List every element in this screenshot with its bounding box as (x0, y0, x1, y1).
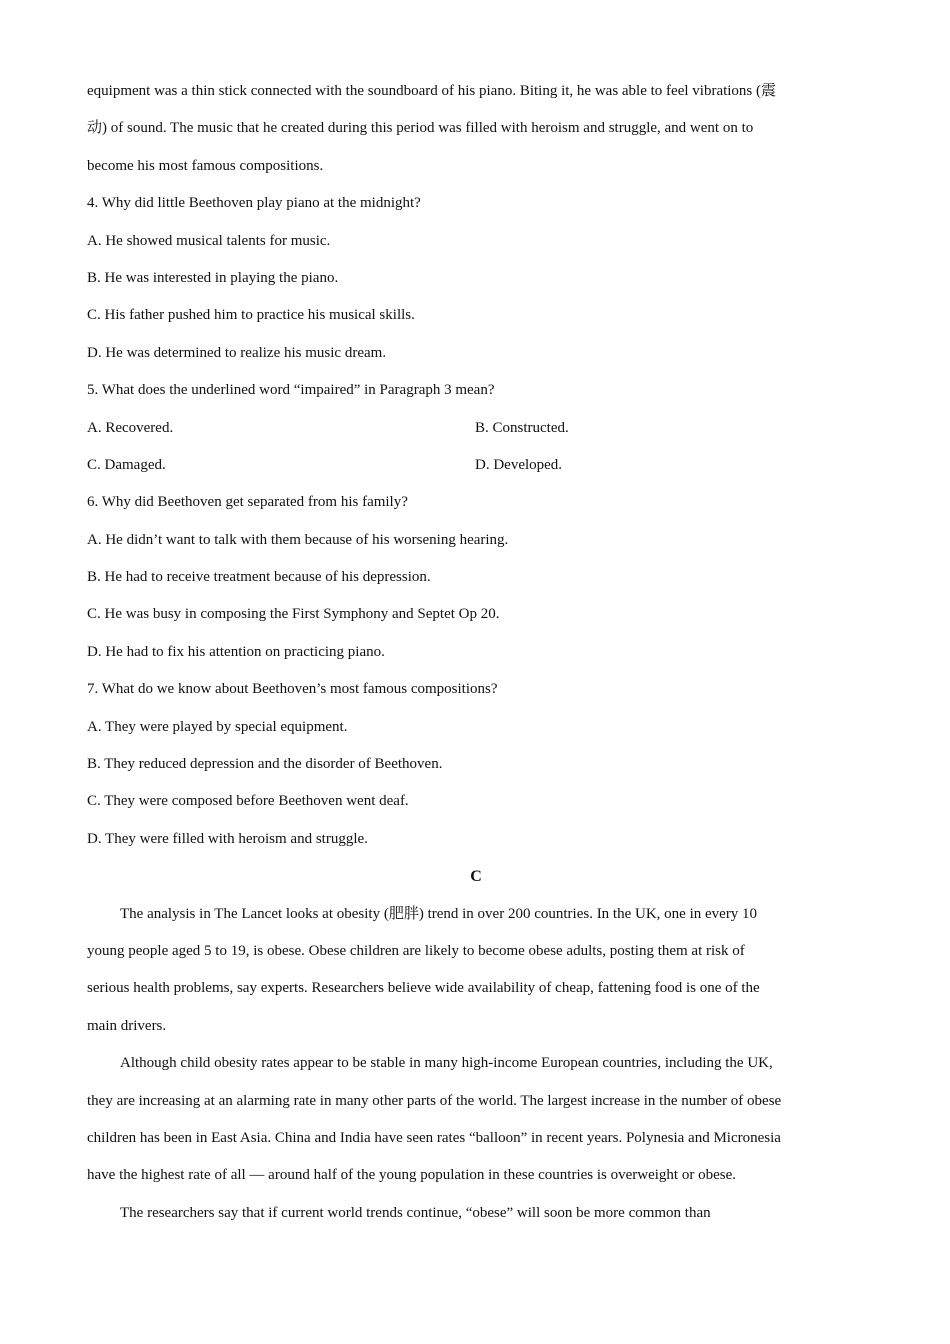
option-d: D. Developed. (475, 456, 563, 473)
question-5 (87, 372, 865, 484)
option-d: D. He had to fix his attention on practicing piano. (87, 643, 385, 660)
question-4 (87, 185, 865, 372)
text-line: main drivers. (87, 1017, 167, 1034)
text-line: become his most famous compositions. (87, 157, 324, 174)
question-6 (87, 484, 865, 671)
question-stem: 4. Why did little Beethoven play piano at the midnight? (87, 195, 421, 212)
question-stem: 7. What do we know about Beethoven’s most famous compositions? (87, 681, 498, 698)
text-line: they are increasing at an alarming rate in many other parts of the world. The largest increase in the number of obese (87, 1092, 782, 1109)
document-body (87, 73, 865, 1232)
option-a: A. He didn’t want to talk with them because of his worsening hearing. (87, 531, 509, 548)
option-c: C. Damaged. (87, 456, 166, 473)
text-line: serious health problems, say experts. Researchers believe wide availability of cheap, fattening food is one of the (87, 980, 760, 997)
text-line: The researchers say that if current world trends continue, “obese” will soon be more common than (120, 1204, 711, 1221)
text-line: young people aged 5 to 19, is obese. Obese children are likely to become obese adults, posting them at risk of (87, 942, 745, 959)
option-row (87, 447, 865, 484)
option-a: A. They were played by special equipment. (87, 718, 348, 735)
section-c-heading: C (470, 868, 482, 886)
option-c: C. His father pushed him to practice his musical skills. (87, 307, 415, 324)
text-line: 动) of sound. The music that he created during this period was filled with heroism and struggle, and went on to (87, 120, 754, 137)
option-a: A. He showed musical talents for music. (87, 232, 331, 249)
option-d: D. They were filled with heroism and struggle. (87, 830, 368, 847)
text-line: have the highest rate of all — around half of the young population in these countries is overweight or obese. (87, 1167, 736, 1184)
option-c: C. They were composed before Beethoven went deaf. (87, 793, 409, 810)
option-c: C. He was busy in composing the First Symphony and Septet Op 20. (87, 606, 500, 623)
passage-c-paragraph-3 (87, 1195, 865, 1232)
text-line: The analysis in The Lancet looks at obesity (肥胖) trend in over 200 countries. In the UK, one in every 10 (120, 905, 758, 922)
passage-c-paragraph-1 (87, 896, 865, 1046)
question-stem: 6. Why did Beethoven get separated from his family? (87, 494, 408, 511)
option-d: D. He was determined to realize his music dream. (87, 344, 387, 361)
option-a: A. Recovered. (87, 419, 174, 436)
option-b: B. He was interested in playing the piano. (87, 269, 339, 286)
passage-b-ending (87, 73, 865, 185)
option-b: B. They reduced depression and the disorder of Beethoven. (87, 756, 443, 773)
option-row (87, 410, 865, 447)
text-line: equipment was a thin stick connected with the soundboard of his piano. Biting it, he was able to feel vibrations (震 (87, 83, 777, 99)
question-stem: 5. What does the underlined word “impaired” in Paragraph 3 mean? (87, 382, 495, 399)
text-line: children has been in East Asia. China and India have seen rates “balloon” in recent years. Polynesia and Micronesia (87, 1129, 781, 1146)
option-b: B. Constructed. (475, 419, 569, 436)
question-7 (87, 671, 865, 858)
text-line: Although child obesity rates appear to be stable in many high-income European countries, including the UK, (120, 1055, 773, 1072)
option-b: B. He had to receive treatment because of his depression. (87, 569, 431, 586)
passage-c-paragraph-2 (87, 1045, 865, 1195)
